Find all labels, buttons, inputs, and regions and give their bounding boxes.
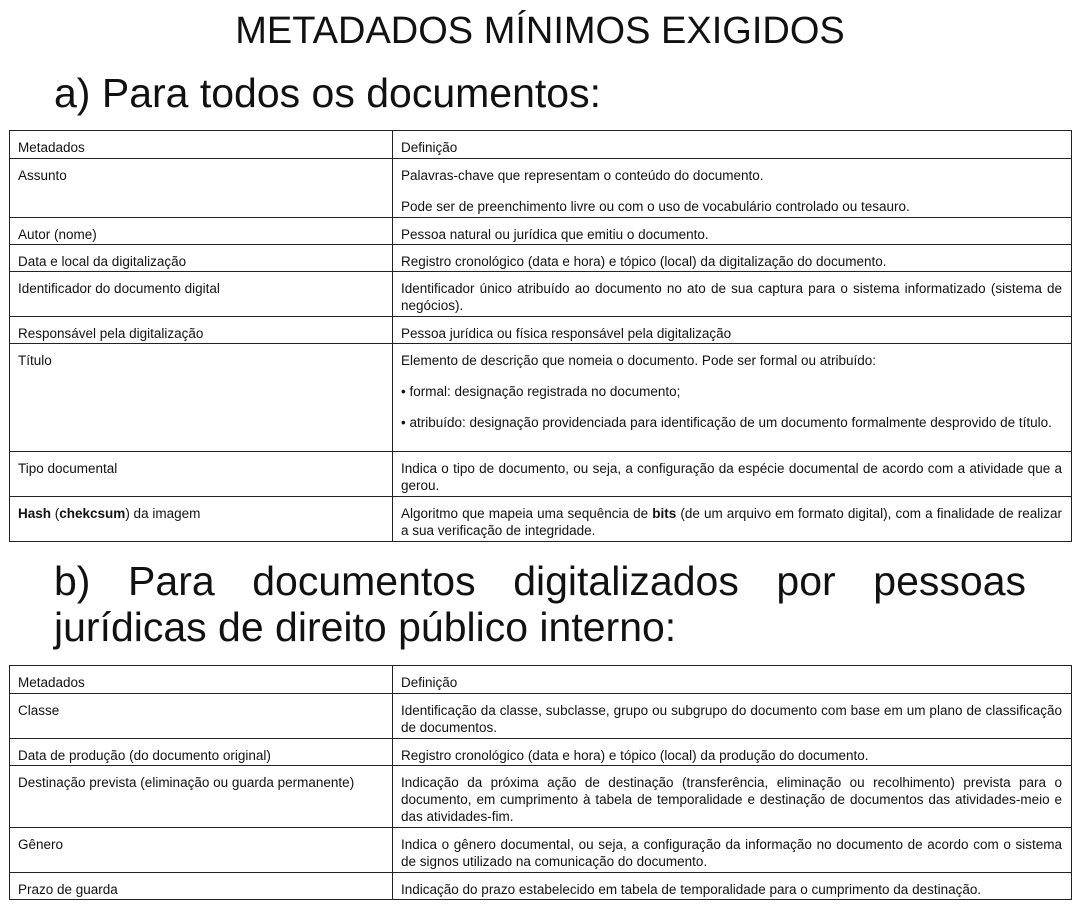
section-a-heading: a) Para todos os documentos: (54, 70, 601, 116)
column-header-metadados: Metadados (18, 140, 85, 155)
metadata-definition: Pessoa jurídica ou física responsável pela digitalização (401, 326, 732, 341)
metadata-name: Classe (18, 703, 60, 718)
table-row (10, 873, 1072, 900)
column-header-definicao: Definição (401, 675, 458, 690)
document-title: METADADOS MÍNIMOS EXIGIDOS (235, 10, 845, 52)
definition-paragraph: Elemento de descrição que nomeia o documento. Pode ser formal ou atribuído: (401, 353, 877, 368)
table-row (10, 828, 1072, 873)
bits-bold-term: bits (652, 506, 677, 521)
metadata-name: Assunto (18, 168, 67, 183)
table-row (10, 739, 1072, 766)
metadata-name: Destinação prevista (eliminação ou guarda permanente) (18, 775, 355, 790)
metadata-name: Tipo documental (18, 461, 118, 476)
metadata-definition: Pessoa natural ou jurídica que emitiu o documento. (401, 227, 709, 242)
table-row (10, 452, 1072, 497)
metadata-definition: Identificador único atribuído ao documento no ato de sua captura para o sistema informatizado (sistema de negócios). (401, 281, 1062, 313)
metadata-definition: Indica o tipo de documento, ou seja, a configuração da espécie documental de acordo com a atividade que a gerou. (401, 461, 1062, 493)
hash-bold-term: Hash (18, 506, 52, 521)
definition-text: Algoritmo que mapeia uma sequência de (401, 506, 653, 521)
table-row (10, 344, 1072, 452)
section-b-heading: b) Para documentos digitalizados por pessoas jurídicas de direito público interno: (54, 558, 1026, 650)
metadata-table-public-entities (9, 665, 1072, 900)
table-header-row (10, 666, 1072, 694)
metadata-definition: Registro cronológico (data e hora) e tópico (local) da produção do documento. (401, 748, 869, 763)
checksum-bold-term: chekcsum (59, 506, 126, 521)
definition-bullet-atribuido: • atribuído: designação providenciada para identificação de um documento formalmente desprovido de título. (401, 415, 1052, 430)
table-row (10, 317, 1072, 344)
definition-paragraph: Pode ser de preenchimento livre ou com o uso de vocabulário controlado ou tesauro. (401, 199, 910, 214)
metadata-definition: Indicação do prazo estabelecido em tabela de temporalidade para o cumprimento da destinação. (401, 882, 982, 897)
definition-paragraph: Palavras-chave que representam o conteúdo do documento. (401, 168, 764, 183)
table-row (10, 218, 1072, 245)
metadata-definition (393, 159, 1071, 215)
metadata-table-all-documents (9, 130, 1072, 542)
metadata-name: Identificador do documento digital (18, 281, 220, 296)
definition-bullet-formal: • formal: designação registrada no documento; (401, 384, 681, 399)
metadata-name: Data de produção (do documento original) (18, 748, 271, 763)
metadata-name: Data e local da digitalização (18, 254, 187, 269)
column-header-definicao: Definição (401, 140, 458, 155)
metadata-name: Título (18, 353, 52, 368)
metadata-definition: Indica o gênero documental, ou seja, a configuração da informação no documento de acordo com o sistema de signos utilizado na comunicação do documento. (401, 837, 1062, 869)
table-row (10, 766, 1072, 828)
table-row (10, 497, 1072, 542)
metadata-name-text: ( (51, 506, 60, 521)
table-row (10, 159, 1072, 218)
metadata-definition (393, 497, 1071, 539)
metadata-name: Prazo de guarda (18, 882, 118, 897)
metadata-name: Gênero (18, 837, 64, 852)
metadata-definition: Registro cronológico (data e hora) e tópico (local) da digitalização do documento. (401, 254, 887, 269)
definition-text: (de um arquivo em formato digital), com a finalidade de realizar a sua verificação de integridade. (401, 506, 1062, 538)
metadata-definition: Identificação da classe, subclasse, grupo ou subgrupo do documento com base em um plano de classificação de documentos. (401, 703, 1062, 735)
table-header-row (10, 131, 1072, 159)
table-row (10, 272, 1072, 317)
metadata-name: Responsável pela digitalização (18, 326, 204, 341)
column-header-metadados: Metadados (18, 675, 85, 690)
metadata-name (10, 497, 392, 522)
table-row (10, 694, 1072, 739)
table-row (10, 245, 1072, 272)
metadata-definition (393, 344, 1071, 431)
metadata-definition: Indicação da próxima ação de destinação (transferência, eliminação ou recolhimento) prevista para o documento, em cumprimento à tabela de temporalidade e destinação de documentos das atividades-meio e das atividades-fim. (401, 775, 1062, 824)
metadata-name: Autor (nome) (18, 227, 97, 242)
metadata-name-text: ) da imagem (125, 506, 201, 521)
